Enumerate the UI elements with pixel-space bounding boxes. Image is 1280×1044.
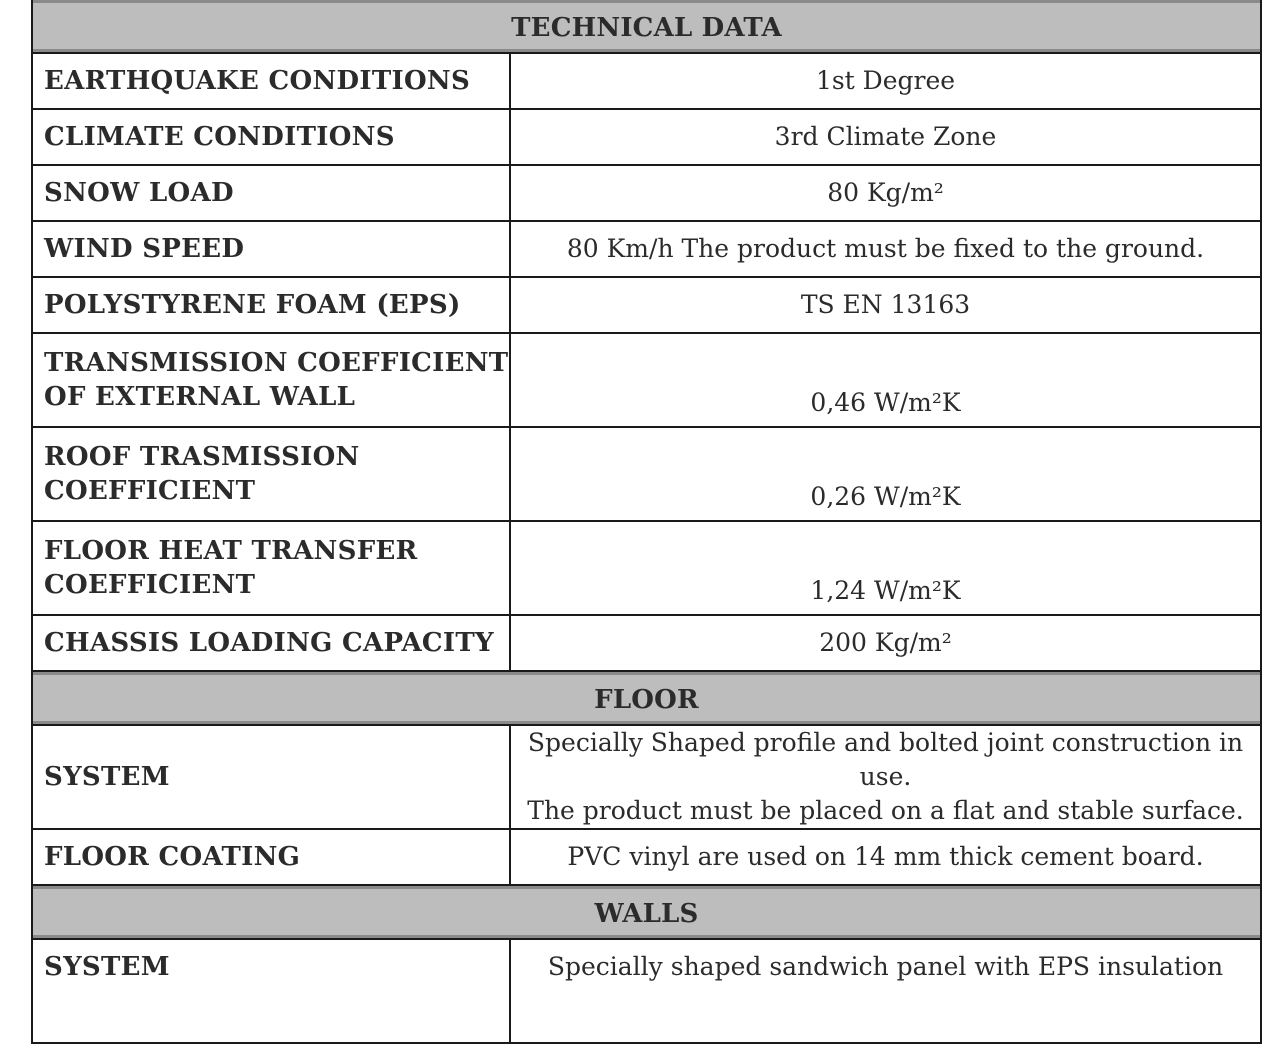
table-row [32,829,1261,885]
row-label-line: COEFFICIENT [44,570,256,600]
row-value: 1,24 W/m²K [510,521,1261,615]
row-label: POLYSTYRENE FOAM (EPS) [32,277,510,333]
row-value: 3rd Climate Zone [510,109,1261,165]
row-label: CHASSIS LOADING CAPACITY [32,615,510,671]
row-value: 1st Degree [510,53,1261,109]
row-value-line: The product must be placed on a flat and stable surface. [527,796,1244,825]
section-header-walls [32,885,1261,939]
row-label-line: ROOF TRASMISSION [44,442,360,472]
row-label: SYSTEM [32,725,510,829]
section-title: FLOOR [594,685,699,715]
section-header-floor [32,671,1261,725]
row-value: TS EN 13163 [510,277,1261,333]
row-label-line: OF EXTERNAL WALL [44,382,356,412]
table-row [32,277,1261,333]
table-row [32,109,1261,165]
row-value: Specially shaped sandwich panel with EPS insulation [510,939,1261,1043]
table-row [32,615,1261,671]
section-header-technical-data [32,0,1261,53]
row-value: 80 Kg/m² [510,165,1261,221]
row-label: WIND SPEED [32,221,510,277]
row-value [510,725,1261,829]
spec-table [31,0,1262,1044]
row-value-line: Specially Shaped profile and bolted joint construction in use. [527,728,1244,791]
table-row [32,725,1261,829]
row-value: PVC vinyl are used on 14 mm thick cement board. [510,829,1261,885]
section-title: WALLS [594,899,699,929]
row-label: CLIMATE CONDITIONS [32,109,510,165]
section-title: TECHNICAL DATA [511,13,782,43]
row-label [32,427,510,521]
row-value: 0,46 W/m²K [510,333,1261,427]
technical-data-sheet [31,0,1260,1044]
table-row [32,427,1261,521]
row-label: SYSTEM [32,939,510,1043]
table-row [32,939,1261,1043]
row-value: 80 Km/h The product must be fixed to the ground. [510,221,1261,277]
table-row [32,165,1261,221]
table-row [32,53,1261,109]
row-label-line: COEFFICIENT [44,476,256,506]
row-label: SNOW LOAD [32,165,510,221]
row-label [32,521,510,615]
row-label-line: FLOOR HEAT TRANSFER [44,536,418,566]
row-value: 200 Kg/m² [510,615,1261,671]
row-label-line: TRANSMISSION COEFFICIENT [44,348,509,378]
row-value: 0,26 W/m²K [510,427,1261,521]
table-row [32,221,1261,277]
row-label: EARTHQUAKE CONDITIONS [32,53,510,109]
table-row [32,333,1261,427]
row-label: FLOOR COATING [32,829,510,885]
table-row [32,521,1261,615]
row-label [32,333,510,427]
